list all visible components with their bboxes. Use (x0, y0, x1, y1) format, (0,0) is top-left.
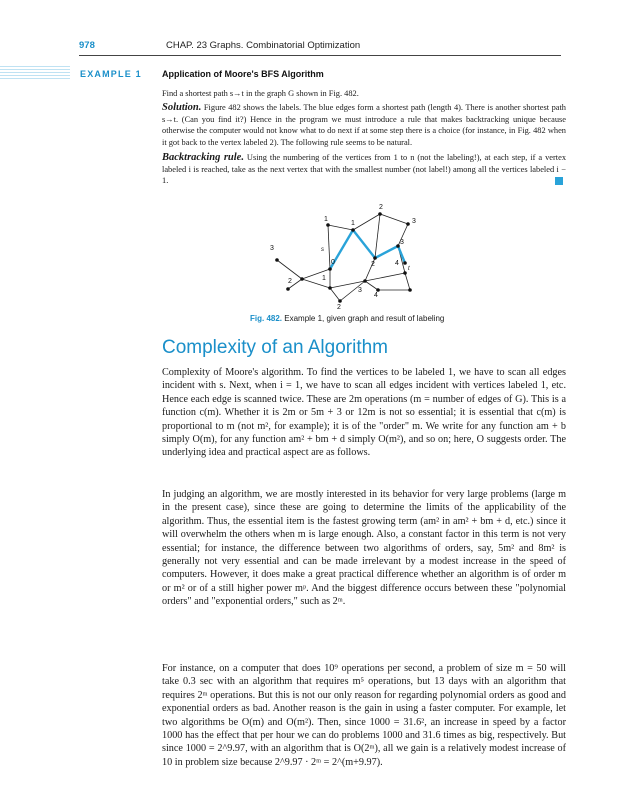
backtracking-paragraph (162, 152, 566, 187)
body-paragraph-1: Complexity of Moore's algorithm. To find the vertices to be labeled 1, we have to scan all edges incident with s. Next, when i = 1, we have to scan all edges incident with vertices labeled 1, etc. Hence each edge is scanned twice. These are 2m operations (m = number of edges of G). This is a function c(m). Whether it is 2m or 5m + 3 or 12m is not so essential; it is essential that c(m) is proportional to m (not m², for example); it is of the "order" m. We write for any function am + b simply O(m), for any function am² + bm + d simply O(m²), and so on; here, O suggests order. The underlying idea and practical aspect are as follows. (162, 367, 566, 459)
section-title: Complexity of an Algorithm (162, 337, 388, 358)
vertex-label: 2 (371, 261, 375, 268)
chapter-title: CHAP. 23 Graphs. Combinatorial Optimization (166, 40, 361, 51)
example-label: EXAMPLE 1 (80, 69, 142, 79)
vertex-label: 4 (374, 292, 378, 299)
example-title: Application of Moore's BFS Algorithm (162, 69, 324, 79)
vertex-label: 1 (322, 275, 326, 282)
figure-caption-text: Example 1, given graph and result of labeling (284, 314, 445, 323)
vertex-label: 3 (412, 218, 416, 225)
vertex-label: 1 (351, 220, 355, 227)
graph-figure (250, 198, 450, 310)
vertex-label: 1 (324, 216, 328, 223)
header-rule (79, 55, 561, 56)
solution-paragraph (162, 102, 566, 148)
figure-number: Fig. 482. (250, 314, 283, 323)
vertex-label-s: s (321, 247, 324, 253)
vertex-label: 4 (395, 260, 399, 267)
example-marker-lines (0, 66, 70, 80)
figure-caption (250, 314, 444, 323)
vertex-label: 3 (358, 287, 362, 294)
body-paragraph-3: For instance, on a computer that does 10⁹ operations per second, a problem of size m = 50 will take 0.3 sec with an algorithm that requires m⁵ operations, but 13 days with an algorithm that requires 2ᵐ operations. But this is not our only reason for regarding polynomial orders as good and exponential orders as bad. Another reason is the gain in using a faster computer. For example, let two algorithms be O(m) and O(m²). Then, since 1000 = 31.6², an increase in speed by a factor 1000 has the effect that per hour we can do problems 1000 and 31.6 times as big, respectively. But since 1000 = 2^9.97, with an algorithm that is O(2ᵐ), all we gain is a relatively modest increase of 10 in problem size because 2^9.97 · 2ᵐ = 2^(m+9.97). (162, 663, 566, 768)
vertex-label-t: t (408, 266, 410, 272)
backtracking-heading: Backtracking rule. (162, 152, 244, 163)
vertex-label: 3 (270, 245, 274, 252)
solution-text: Figure 482 shows the labels. The blue edges form a shortest path (length 4). There is another shortest path s→t. (Can you find it?) Hence in the program we must introduce a rule that makes backtracking unique because otherwise the computer would not know what to do next if at some step there is a choice (for instance, in Fig. 482 when it got back to the vertex labeled 2). The following rule seems to be natural. (162, 103, 566, 147)
backtracking-text: Using the numbering of the vertices from 1 to n (not the labeling!), at each step, if a vertex labeled i is reached, take as the next vertex that with the smallest number (not label!) among all the vertices labeled i − 1. (162, 153, 567, 185)
vertex-label: 2 (288, 278, 292, 285)
vertex-label: 0 (331, 259, 335, 266)
body-paragraph-2: In judging an algorithm, we are mostly interested in its behavior for very large problems (large m in the present case), since these are going to determine the limits of the applicability of the algorithm. Thus, the essential item is the fastest growing term (am² in am² + bm + d, etc.) since it will overwhelm the others when m is large enough. Also, a constant factor in this term is not very essential; for instance, the difference between two algorithms of orders, say, 5m² and 8m² is generally not very essential and can be made irrelevant by a modest increase in the speed of computers. However, it does make a great practical difference whether an algorithm is of order m or m² or of a still higher power mᵖ. And the biggest difference occurs between these "polynomial orders" and "exponential orders," such as 2ᵐ. (162, 489, 566, 608)
vertex-label: 3 (400, 239, 404, 246)
vertex-label: 2 (337, 304, 341, 310)
end-of-example-square (555, 177, 563, 185)
vertex-label: 2 (379, 204, 383, 211)
example-intro: Find a shortest path s→t in the graph G shown in Fig. 482. (162, 89, 359, 98)
solution-heading: Solution. (162, 102, 202, 113)
page-number: 978 (79, 40, 95, 51)
